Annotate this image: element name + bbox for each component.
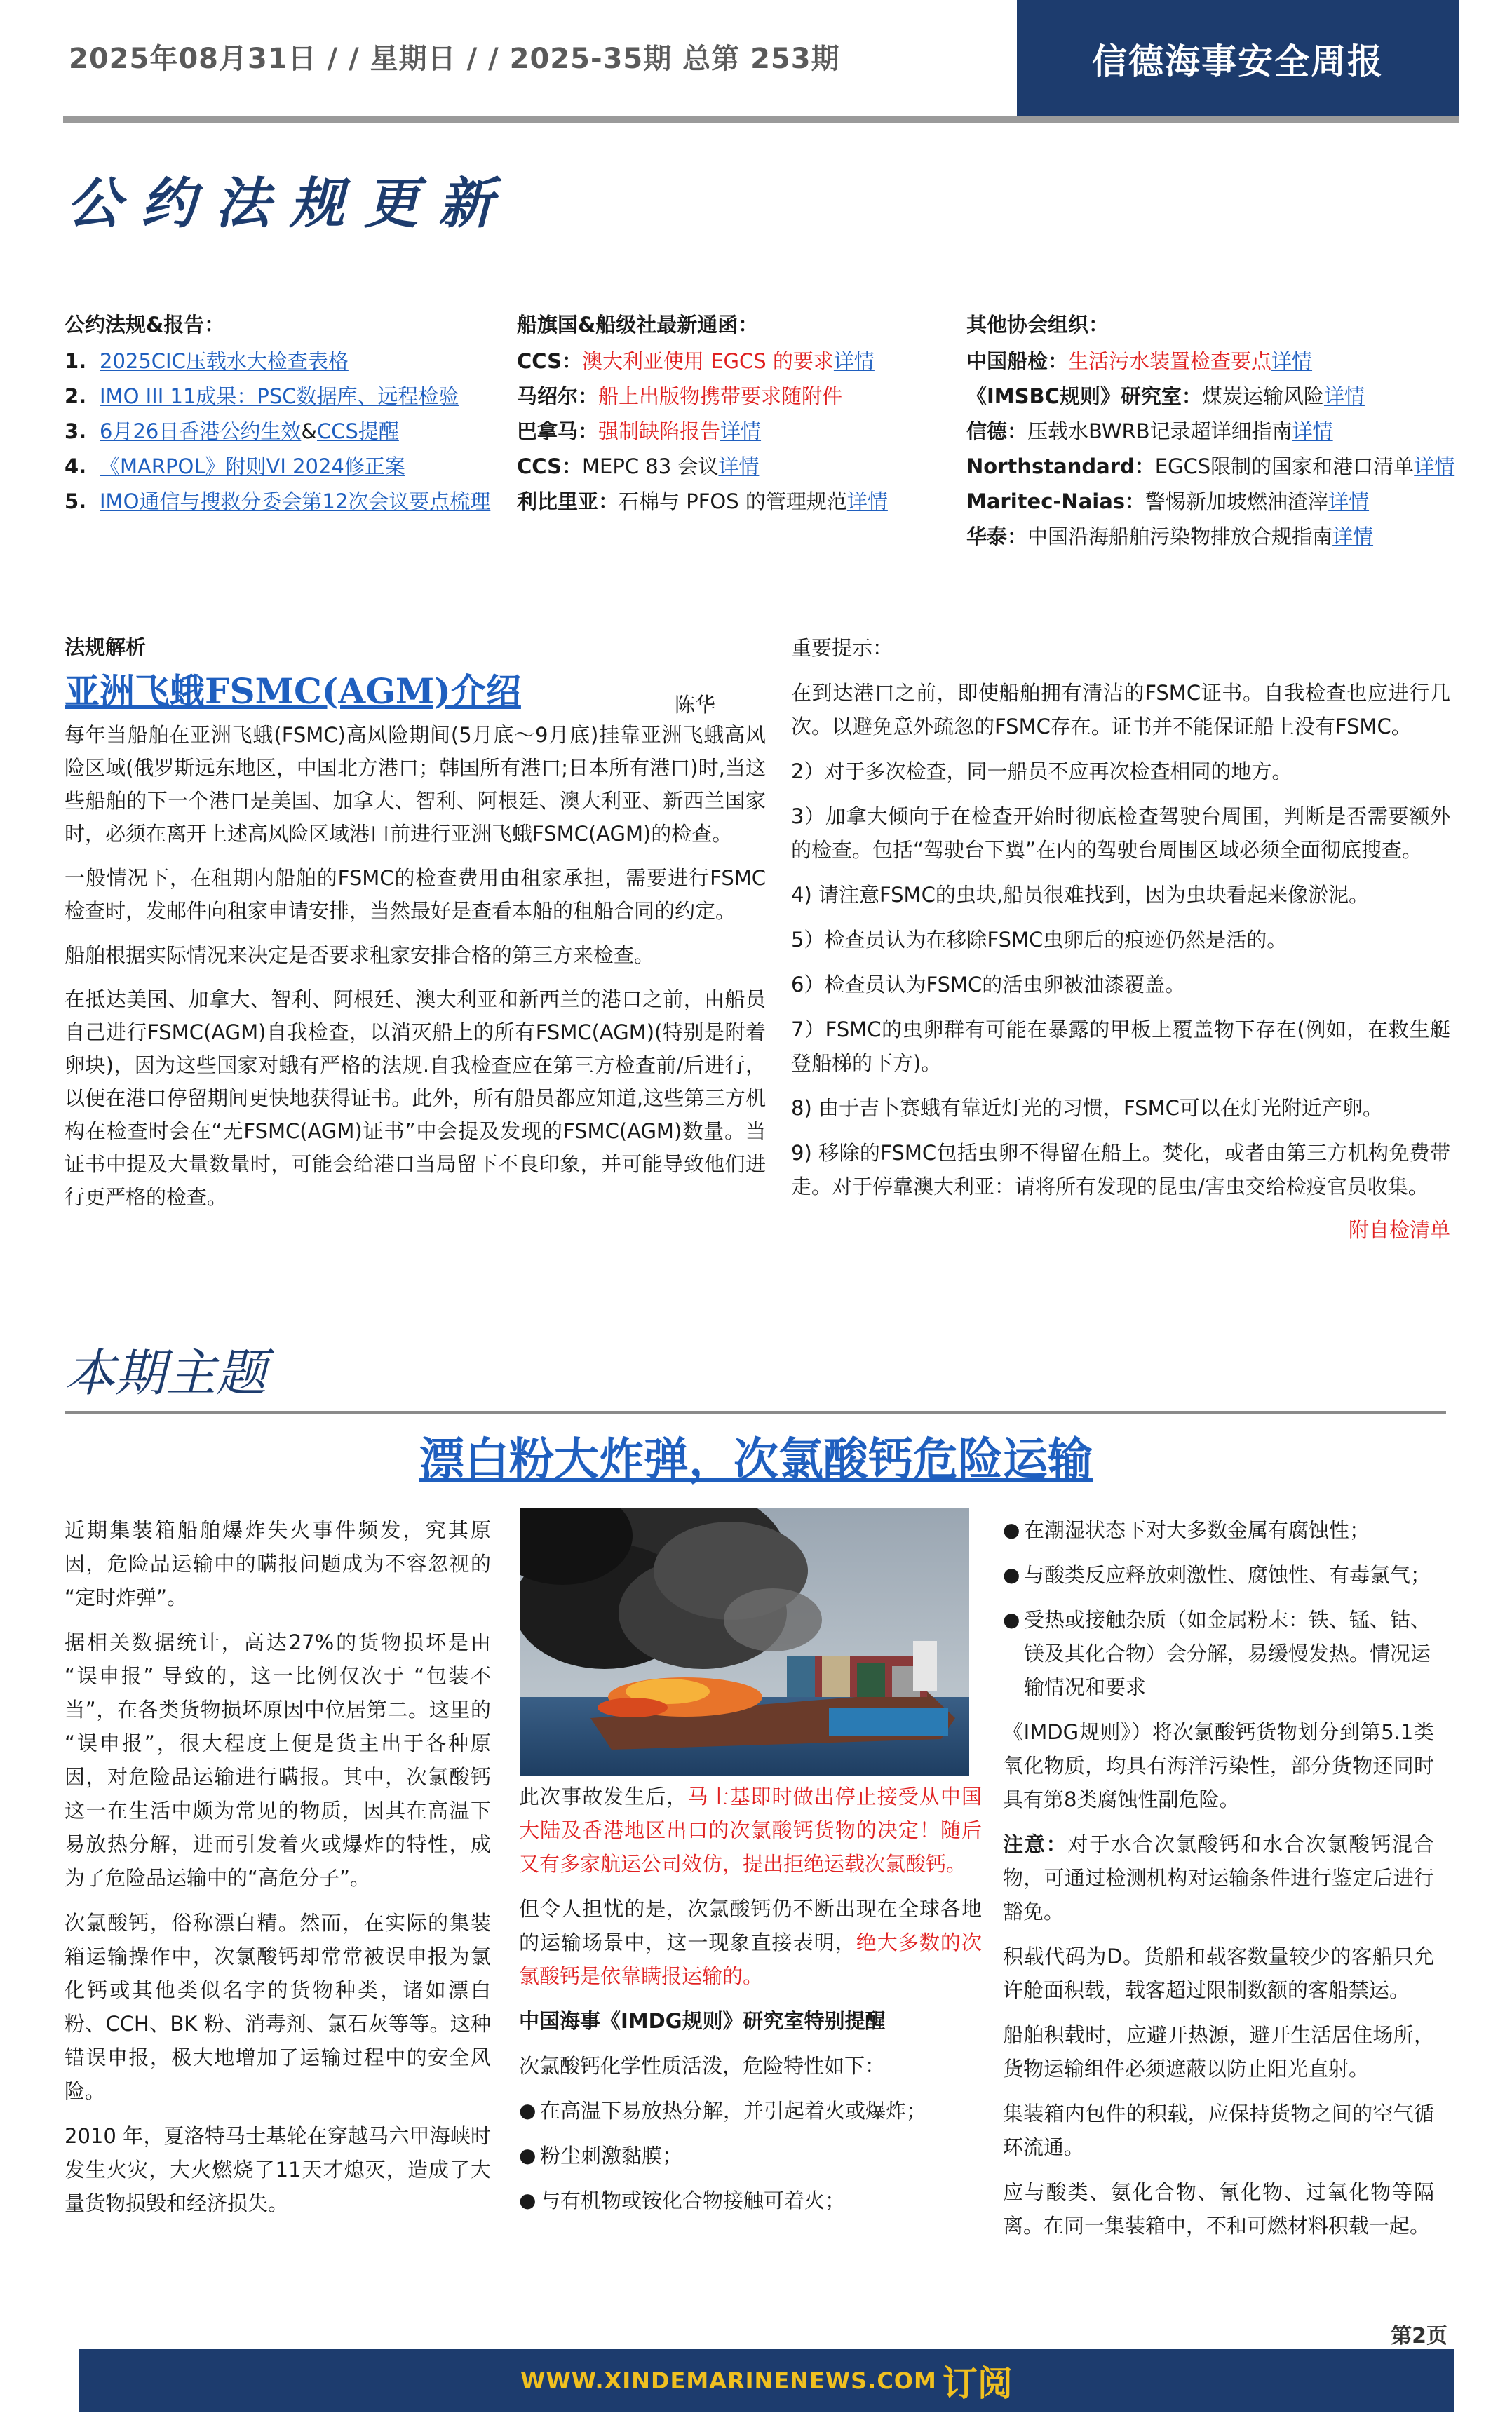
list-item: Northstandard：EGCS限制的国家和港口清单详情 bbox=[966, 454, 1455, 478]
brand-title: 信德海事安全周报 bbox=[1092, 41, 1384, 82]
theme-column-2 bbox=[519, 1780, 982, 2229]
theme-headline[interactable]: 漂白粉大炸弹，次氯酸钙危险运输 bbox=[419, 1434, 1093, 1486]
paragraph: 6）检查员认为FSMC的活虫卵被油漆覆盖。 bbox=[791, 973, 1186, 996]
paragraph: 一般情况下，在租期内船舶的FSMC的检查费用由租家承担，需要进行FSMC检查时，发邮件向租家申请安排，当然最好是查看本船的租船合同的约定。 bbox=[65, 866, 766, 923]
theme-column-3 bbox=[1003, 1513, 1434, 2254]
brand-banner bbox=[1017, 0, 1459, 118]
list-item: 马绍尔：船上出版物携带要求随附件 bbox=[517, 384, 843, 408]
list-item: 信德：压载水BWRB记录超详细指南详情 bbox=[966, 419, 1333, 443]
list-item: 华泰：中国沿海船舶污染物排放合规指南详情 bbox=[966, 525, 1374, 548]
bullet-item: ● 在高温下易放热分解，并引起着火或爆炸； bbox=[519, 2094, 982, 2128]
regulation-link[interactable]: 6月26日香港公约生效 bbox=[100, 419, 302, 443]
paragraph: 8) 由于吉卜赛蛾有靠近灯光的习惯，FSMC可以在灯光附近产卵。 bbox=[791, 1096, 1383, 1120]
bullet-icon: ● bbox=[519, 2099, 536, 2122]
details-link[interactable]: 详情 bbox=[720, 419, 762, 443]
paragraph: 在抵达美国、加拿大、智利、阿根廷、澳大利亚和新西兰的港口之前，由船员自己进行FSMC(AGM)自我检查，以消灭船上的所有FSMC(AGM)(特别是附着卵块)，因为这些国家对蛾有严格的法规.自我检查应在第三方检查前/后进行，以便在港口停留期间更快地获得证书。此外，所有船员都应知道,这些第三方机构在检查时会在“无FSMC(AGM)证书”中会提及发现的FSMC(AGM)数量。当证书中提及大量数量时，可能会给港口当局留下不良印象，并可能导致他们进行更严格的检查。 bbox=[65, 987, 766, 1209]
paragraph: 此次事故发生后，马士基即时做出停止接受从中国大陆及香港地区出口的次氯酸钙货物的决定！随后又有多家航运公司效仿，提出拒绝运载次氯酸钙。 bbox=[519, 1785, 982, 1876]
paragraph: 注意：对于水合次氯酸钙和水合次氯酸钙混合物，可通过检测机构对运输条件进行鉴定后进行豁免。 bbox=[1003, 1832, 1434, 1924]
bullet-icon: ● bbox=[519, 2144, 536, 2167]
paragraph: 次氯酸钙化学性质活泼，危险特性如下： bbox=[519, 2054, 886, 2078]
regulation-link[interactable]: 2025CIC压载水大检查表格 bbox=[100, 349, 349, 373]
page-number: 第2页 bbox=[1391, 2324, 1447, 2348]
list-item: 1. 2025CIC压载水大检查表格 bbox=[65, 344, 513, 379]
details-link[interactable]: 详情 bbox=[846, 489, 888, 513]
website-link[interactable]: WWW.XINDEMARINENEWS.COM bbox=[520, 2367, 937, 2394]
list-item: 《IMSBC规则》研究室：煤炭运输风险详情 bbox=[966, 384, 1365, 408]
list-item: 中国船检：生活污水装置检查要点详情 bbox=[966, 349, 1313, 373]
details-link[interactable]: 详情 bbox=[833, 349, 875, 373]
analysis-article bbox=[65, 631, 766, 1225]
bullet-icon: ● bbox=[1003, 1518, 1020, 1541]
regulations-column bbox=[65, 307, 513, 519]
paragraph: 积载代码为D。货船和载客数量较少的客船只允许舱面积载，载客超过限制数额的客船禁运。 bbox=[1003, 1945, 1434, 2002]
list-item: CCS：澳大利亚使用 EGCS 的要求详情 bbox=[517, 349, 875, 373]
paragraph: 每年当船舶在亚洲飞蛾(FSMC)高风险期间(5月底～9月底)挂靠亚洲飞蛾高风险区域(俄罗斯远东地区，中国北方港口；韩国所有港口;日本所有港口)时,当这些船舶的下一个港口是美国、加拿大、智利、阿根廷、澳大利亚、新西兰国家时，必须在离开上述高风险区域港口前进行亚洲飞蛾FSMC(AGM)的检查。 bbox=[65, 723, 766, 846]
theme-divider bbox=[65, 1411, 1446, 1414]
col2-title: 船旗国&船级社最新通函： bbox=[517, 313, 759, 337]
subheading: 中国海事《IMDG规则》研究室特别提醒 bbox=[519, 2009, 886, 2033]
details-link[interactable]: 详情 bbox=[1332, 525, 1374, 548]
list-item: Maritec-Naias：警惕新加坡燃油渣滓详情 bbox=[966, 489, 1370, 513]
paragraph: 船舶积载时，应避开热源，避开生活居住场所，货物运输组件必须遮蔽以防止阳光直射。 bbox=[1003, 2023, 1434, 2081]
associations-column bbox=[966, 307, 1457, 554]
details-link[interactable]: 详情 bbox=[1328, 489, 1370, 513]
paragraph: 但令人担忧的是，次氯酸钙仍不断出现在全球各地的运输场景中，这一现象直接表明，绝大多数的次氯酸钙是依靠瞒报运输的。 bbox=[519, 1897, 982, 1988]
regulation-link[interactable]: CCS提醒 bbox=[316, 419, 399, 443]
paragraph: 在到达港口之前，即使船舶拥有清洁的FSMC证书。自我检查也应进行几次。以避免意外疏忽的FSMC存在。证书并不能保证船上没有FSMC。 bbox=[791, 681, 1450, 738]
paragraph: 集装箱内包件的积载，应保持货物之间的空气循环流通。 bbox=[1003, 2102, 1434, 2159]
details-link[interactable]: 详情 bbox=[1292, 419, 1333, 443]
subscribe-link[interactable]: 订阅 bbox=[942, 2363, 1013, 2404]
paragraph: 船舶根据实际情况来决定是否要求租家安排合格的第三方来检查。 bbox=[65, 943, 655, 967]
ship-fire-image bbox=[520, 1508, 969, 1776]
paragraph: 5）检查员认为在移除FSMC虫卵后的痕迹仍然是活的。 bbox=[791, 928, 1288, 952]
paragraph: 2010 年，夏洛特马士基轮在穿越马六甲海峡时发生火灾，大火燃烧了11天才熄灭，造成了大量货物损毁和经济损失。 bbox=[65, 2124, 491, 2215]
details-link[interactable]: 详情 bbox=[718, 454, 760, 478]
issue-info: 2025年08月31日 / / 星期日 / / 2025-35期 总第 253期 bbox=[69, 43, 840, 75]
regulation-link[interactable]: IMO III 11成果：PSC数据库、远程检验 bbox=[100, 384, 459, 408]
list-item: 3. 6月26日香港公约生效 & CCS提醒 bbox=[65, 414, 513, 449]
flag-class-column bbox=[517, 307, 952, 519]
header-divider bbox=[63, 116, 1459, 123]
analysis-label: 法规解析 bbox=[65, 635, 147, 659]
paragraph: 7）FSMC的虫卵群有可能在暴露的甲板上覆盖物下存在(例如，在救生艇登船梯的下方)。 bbox=[791, 1018, 1450, 1075]
list-item: 5. IMO通信与搜救分委会第12次会议要点梳理 bbox=[65, 484, 513, 519]
footer-banner bbox=[79, 2349, 1454, 2412]
bullet-item: ● 粉尘刺激黏膜； bbox=[519, 2139, 982, 2172]
list-item: 2. IMO III 11成果：PSC数据库、远程检验 bbox=[65, 379, 513, 414]
analysis-tips bbox=[791, 631, 1450, 1247]
regulation-link[interactable]: IMO通信与搜救分委会第12次会议要点梳理 bbox=[100, 489, 491, 513]
details-link[interactable]: 详情 bbox=[1414, 454, 1455, 478]
bullet-item: ● 与有机物或铵化合物接触可着火； bbox=[519, 2184, 982, 2217]
paragraph: 重要提示： bbox=[791, 636, 893, 660]
section-title: 公约法规更新 bbox=[67, 173, 513, 236]
details-link[interactable]: 详情 bbox=[1323, 384, 1365, 408]
col3-title: 其他协会组织： bbox=[966, 313, 1109, 337]
list-item: 4. 《MARPOL》附则VI 2024修正案 bbox=[65, 449, 513, 484]
bullet-icon: ● bbox=[1003, 1563, 1020, 1586]
paragraph: 《IMDG规则》）将次氯酸钙货物划分到第5.1类氧化物质，均具有海洋污染性，部分货物还同时具有第8类腐蚀性副危险。 bbox=[1003, 1720, 1434, 1811]
list-item: 利比里亚：石棉与 PFOS 的管理规范详情 bbox=[517, 489, 888, 513]
ship-fire-photo bbox=[520, 1508, 969, 1776]
theme-column-1 bbox=[65, 1513, 491, 2231]
paragraph: 4) 请注意FSMC的虫块,船员很难找到，因为虫块看起来像淤泥。 bbox=[791, 883, 1370, 907]
paragraph: 2）对于多次检查，同一船员不应再次检查相同的地方。 bbox=[791, 759, 1292, 783]
bullet-item: ● 受热或接触杂质（如金属粉末：铁、锰、钴、镁及其化合物）会分解，易缓慢发热。情况运输情况和要求 bbox=[1003, 1603, 1434, 1704]
theme-title: 本期主题 bbox=[65, 1344, 267, 1402]
details-link[interactable]: 详情 bbox=[1271, 349, 1313, 373]
list-item: 巴拿马：强制缺陷报告详情 bbox=[517, 419, 762, 443]
paragraph: 近期集装箱船舶爆炸失火事件频发，究其原因，危险品运输中的瞒报问题成为不容忽视的 “定时炸弹”。 bbox=[65, 1518, 491, 1609]
paragraph: 9) 移除的FSMC包括虫卵不得留在船上。焚化，或者由第三方机构免费带走。对于停靠澳大利亚：请将所有发现的昆虫/害虫交给检疫官员收集。 bbox=[791, 1141, 1450, 1198]
author: 陈华 bbox=[675, 693, 716, 717]
paragraph: 3）加拿大倾向于在检查开始时彻底检查驾驶台周围，判断是否需要额外的检查。包括“驾驶台下翼”在内的驾驶台周围区域必须全面彻底搜查。 bbox=[791, 804, 1450, 862]
attachment-link[interactable]: 附自检清单 bbox=[1348, 1218, 1450, 1242]
analysis-title[interactable]: 亚洲飞蛾FSMC(AGM)介绍 bbox=[65, 670, 521, 712]
list-item: CCS：MEPC 83 会议详情 bbox=[517, 454, 760, 478]
col1-title: 公约法规&报告： bbox=[65, 313, 225, 337]
bullet-item: ● 与酸类反应释放刺激性、腐蚀性、有毒氯气； bbox=[1003, 1558, 1434, 1592]
paragraph: 应与酸类、氨化合物、氰化物、过氧化物等隔离。在同一集装箱中，不和可燃材料积载一起。 bbox=[1003, 2180, 1434, 2238]
paragraph: 据相关数据统计，高达27%的货物损坏是由 “误申报” 导致的，这一比例仅次于 “包装不当”，在各类货物损坏原因中位居第二。这里的 “误申报”，很大程度上便是货主出于各种原因，对危险品运输进行瞒报。其中，次氯酸钙这一在生活中颇为常见的物质，因其在高温下易放热分解，进而引发着火或爆炸的特性，成为了危险品运输中的“高危分子”。 bbox=[65, 1630, 491, 1890]
paragraph: 次氯酸钙，俗称漂白精。然而，在实际的集装箱运输操作中，次氯酸钙却常常被误申报为氯化钙或其他类似名字的货物种类，诸如漂白粉、CCH、BK 粉、消毒剂、氯石灰等等。这种错误申报，极大地增加了运输过程中的安全风险。 bbox=[65, 1911, 491, 2103]
bullet-item: ● 在潮湿状态下对大多数金属有腐蚀性； bbox=[1003, 1513, 1434, 1547]
bullet-icon: ● bbox=[1003, 1608, 1020, 1631]
bullet-icon: ● bbox=[519, 2189, 536, 2212]
regulation-link[interactable]: 《MARPOL》附则VI 2024修正案 bbox=[100, 454, 405, 478]
